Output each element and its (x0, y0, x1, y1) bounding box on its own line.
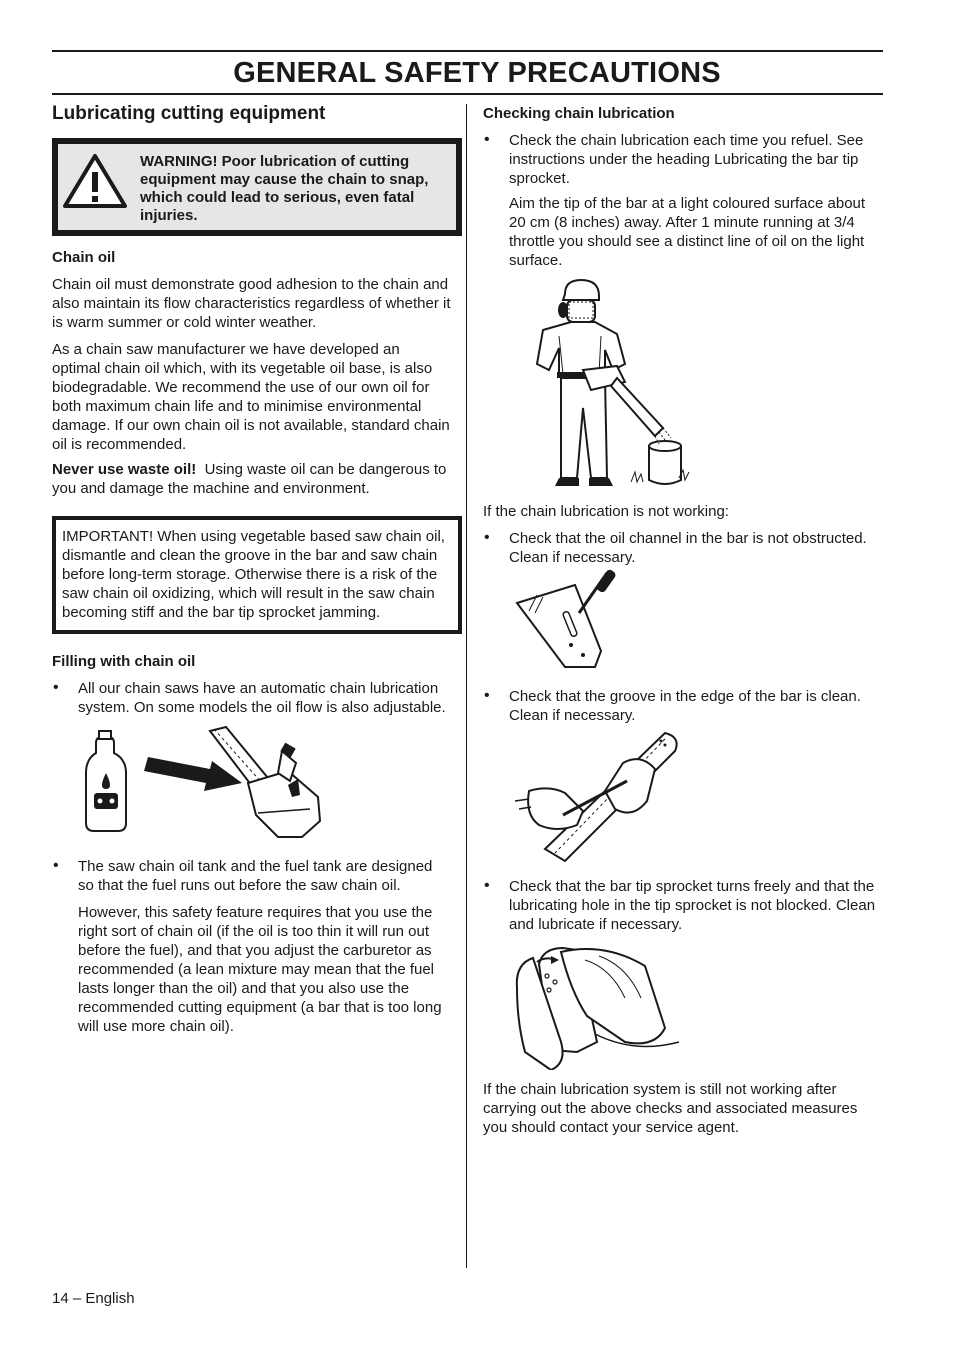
bullet-dot: • (53, 679, 59, 696)
section-title: Lubricating cutting equipment (52, 103, 326, 124)
checking-bullet-4: Check that the bar tip sprocket turns freely and that the lubricating hole in the tip sprocket is not blocked. Clean and lubricate if necessary. (509, 878, 876, 933)
checking-heading: Checking chain lubrication (483, 105, 675, 122)
column-divider (466, 104, 467, 1268)
warning-inner (57, 143, 457, 231)
list-item (483, 529, 883, 567)
important-box (52, 516, 462, 634)
list-item (483, 687, 883, 725)
important-text: IMPORTANT! When using vegetable based saw chain oil, dismantle and clean the groove in the bar and saw chain before long-term storage. Otherwise there is a risk of the saw chain oil oxidizing, which will result in the saw chain becoming stiff and the bar tip sprocket jamming. (56, 520, 458, 630)
bullet-dot: • (484, 529, 490, 546)
page-title: GENERAL SAFETY PRECAUTIONS (233, 57, 721, 89)
list-item (52, 679, 452, 717)
warning-text: WARNING! Poor lubrication of cutting equipment may cause the chain to snap, which could lead to serious, even fatal injuries. (140, 153, 429, 224)
chain-oil-heading: Chain oil (52, 249, 116, 266)
page-footer: 14 – English (52, 1290, 135, 1307)
closing-paragraph: If the chain lubrication system is still not working after carrying out the above checks and associated measures you should contact your service agent. (483, 1081, 858, 1136)
waste-oil-text: Using waste oil can be dangerous to you and damage the machine and environment. (52, 461, 447, 497)
waste-oil-paragraph (52, 460, 452, 498)
oil-filling-illustration (82, 725, 382, 841)
list-item (483, 877, 883, 934)
chain-oil-paragraph-1: Chain oil must demonstrate good adhesion to the chain and also maintain its flow characteristics regardless of whether it is warm summer or cold winter weather. (52, 276, 451, 331)
checking-bullet-2: Check that the oil channel in the bar is not obstructed. Clean if necessary. (509, 530, 867, 566)
checking-bullet-1: Check the chain lubrication each time you refuel. See instructions under the heading Lubricating the bar tip sprocket. (509, 132, 864, 187)
operator-illustration (513, 278, 693, 492)
warning-box (52, 138, 462, 236)
warning-triangle-icon (62, 152, 128, 210)
filling-bullet-1: All our chain saws have an automatic chain lubrication system. On some models the oil flow is also adjustable. (78, 680, 446, 716)
bullet-dot: • (484, 687, 490, 704)
bullet-dot: • (484, 877, 490, 894)
right-column (483, 102, 883, 1137)
header-rule-top (52, 50, 883, 52)
filling-bullet-2-continued: However, this safety feature requires that you use the right sort of chain oil (if the oil is too thin it will run out before the fuel), and that you adjust the carburetor as recommended (a lean mixture may mean that the fuel lasts longer than the oil) and that you also use the recommended cutting equipment (a bar that is too long will use more chain oil). (78, 904, 442, 1035)
bar-groove-illustration (515, 729, 685, 865)
list-item (483, 131, 883, 188)
checking-bullet-1-continued: Aim the tip of the bar at a light coloured surface about 20 cm (8 inches) away. After 1 minute running at 3/4 throttle you should see a distinct line of oil on the light surface. (509, 195, 866, 269)
oil-channel-illustration (515, 569, 625, 673)
filling-bullet-2: The saw chain oil tank and the fuel tank are designed so that the fuel runs out before the saw chain oil. (78, 858, 433, 894)
bullet-dot: • (53, 857, 59, 874)
not-working-text: If the chain lubrication is not working: (483, 503, 729, 520)
filling-heading: Filling with chain oil (52, 653, 196, 670)
waste-oil-warning: Never use waste oil! (52, 461, 197, 478)
checking-bullet-3: Check that the groove in the edge of the bar is clean. Clean if necessary. (509, 688, 861, 724)
bullet-dot: • (484, 131, 490, 148)
left-column (52, 102, 452, 1036)
tip-sprocket-illustration (515, 942, 685, 1070)
chain-oil-paragraph-2: As a chain saw manufacturer we have developed an optimal chain oil which, with its vegetable oil base, is also biodegradable. We recommend the use of our own oil for both maximum chain life and to minimise environmental damage. If our own chain oil is not available, standard chain oil is recommended. (52, 341, 450, 453)
header-rule-bottom (52, 93, 883, 95)
list-item (52, 857, 452, 895)
